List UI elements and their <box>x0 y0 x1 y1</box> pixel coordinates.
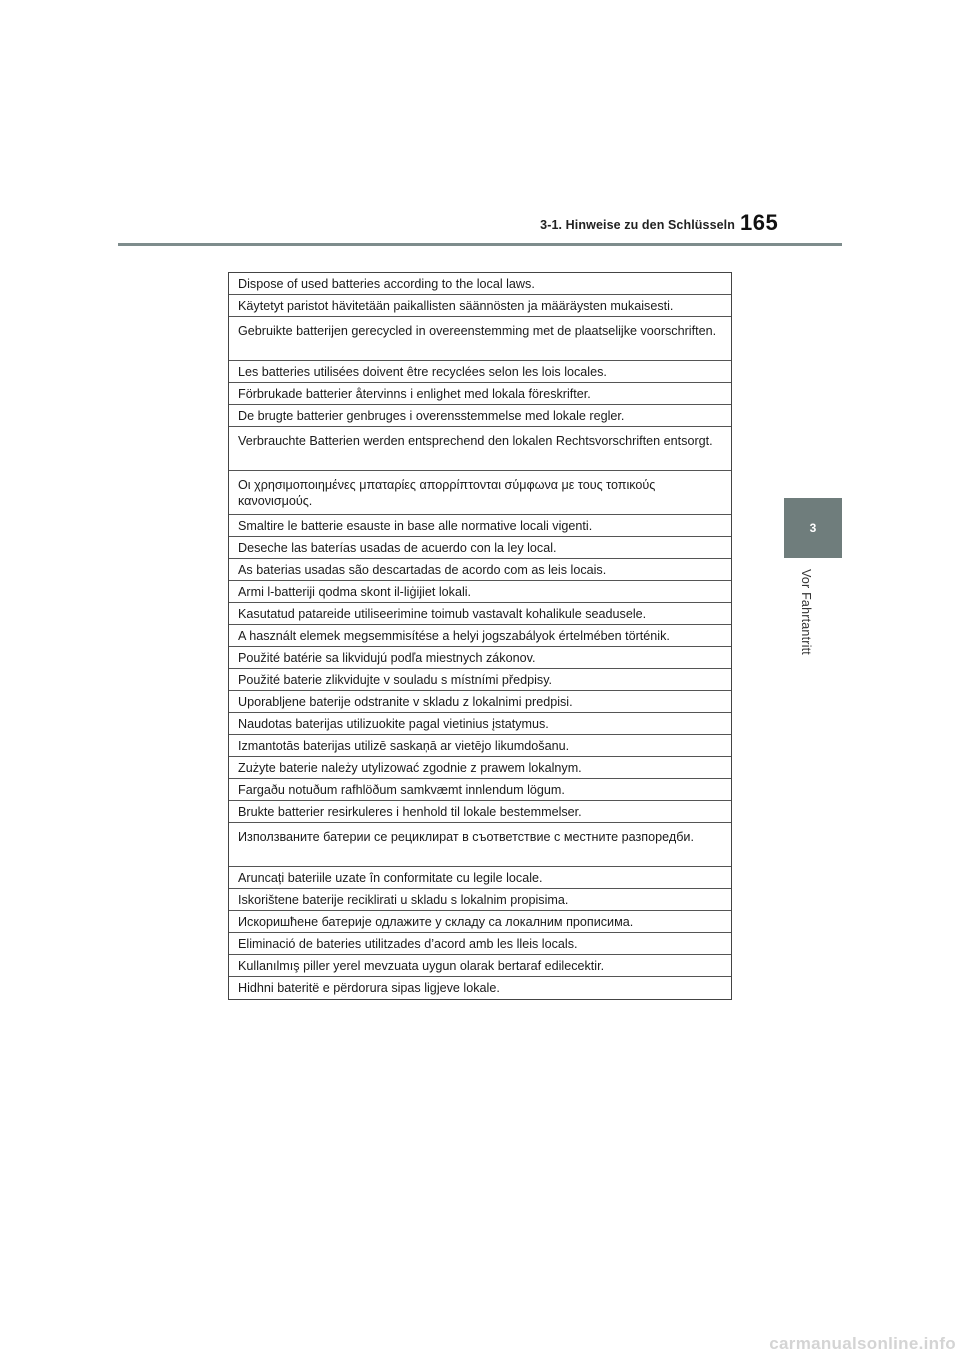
notice-row: Dispose of used batteries according to the local laws. <box>229 273 731 295</box>
notice-row: Brukte batterier resirkuleres i henhold til lokale bestemmelser. <box>229 801 731 823</box>
page-number: 165 <box>740 210 779 235</box>
notice-row: Deseche las baterías usadas de acuerdo con la ley local. <box>229 537 731 559</box>
notice-row: Οι χρησιμοποιημένες μπαταρίες απορρίπτονται σύμφωνα με τους τοπικούς κανονισμούς. <box>229 471 731 515</box>
notice-row: As baterias usadas são descartadas de acordo com as leis locais. <box>229 559 731 581</box>
notice-row: Förbrukade batterier återvinns i enlighet med lokala föreskrifter. <box>229 383 731 405</box>
notice-row: A használt elemek megsemmisítése a helyi jogszabályok értelmében történik. <box>229 625 731 647</box>
notice-row: Izmantotās baterijas utilizē saskaņā ar vietējo likumdošanu. <box>229 735 731 757</box>
notice-row: Smaltire le batterie esauste in base alle normative locali vigenti. <box>229 515 731 537</box>
notice-row: Използваните батерии се рециклират в съответствие с местните разпоредби. <box>229 823 731 867</box>
notice-row: Použité baterie zlikvidujte v souladu s místními předpisy. <box>229 669 731 691</box>
chapter-label: Vor Fahrtantritt <box>799 569 813 655</box>
header-divider <box>118 243 842 246</box>
notice-row: Kasutatud patareide utiliseerimine toimub vastavalt kohalikule seadusele. <box>229 603 731 625</box>
notice-row: Aruncați bateriile uzate în conformitate cu legile locale. <box>229 867 731 889</box>
notice-row: Použité batérie sa likvidujú podľa miestnych zákonov. <box>229 647 731 669</box>
notice-row: Zużyte baterie należy utylizować zgodnie z prawem lokalnym. <box>229 757 731 779</box>
notice-row: Iskorištene baterije reciklirati u skladu s lokalnim propisima. <box>229 889 731 911</box>
notice-row: Verbrauchte Batterien werden entsprechend den lokalen Rechtsvorschriften entsorgt. <box>229 427 731 471</box>
notice-row: Искоришћене батерије одлажите у складу са локалним прописима. <box>229 911 731 933</box>
notice-row: Käytetyt paristot hävitetään paikallisten säännösten ja määräysten mukaisesti. <box>229 295 731 317</box>
notice-row: Naudotas baterijas utilizuokite pagal vietinius įstatymus. <box>229 713 731 735</box>
notice-row: Les batteries utilisées doivent être recyclées selon les lois locales. <box>229 361 731 383</box>
chapter-tab <box>784 498 842 558</box>
notice-row: Kullanılmış piller yerel mevzuata uygun olarak bertaraf edilecektir. <box>229 955 731 977</box>
notice-row: Fargaðu notuðum rafhlöðum samkvæmt innlendum lögum. <box>229 779 731 801</box>
battery-disposal-table <box>228 272 732 1000</box>
notice-row: Gebruikte batterijen gerecycled in overeenstemming met de plaatselijke voorschriften. <box>229 317 731 361</box>
notice-row: Uporabljene baterije odstranite v skladu z lokalnimi predpisi. <box>229 691 731 713</box>
section-title: 3-1. Hinweise zu den Schlüsseln <box>540 218 735 232</box>
notice-row: De brugte batterier genbruges i overensstemmelse med lokale regler. <box>229 405 731 427</box>
notice-row: Eliminació de bateries utilitzades d’acord amb les lleis locals. <box>229 933 731 955</box>
notice-row: Hidhni bateritë e përdorura sipas ligjeve lokale. <box>238 981 500 995</box>
notice-row: Armi l-batteriji qodma skont il-liġijiet lokali. <box>229 581 731 603</box>
chapter-number: 3 <box>809 521 817 535</box>
watermark: carmanualsonline.info <box>769 1334 956 1353</box>
